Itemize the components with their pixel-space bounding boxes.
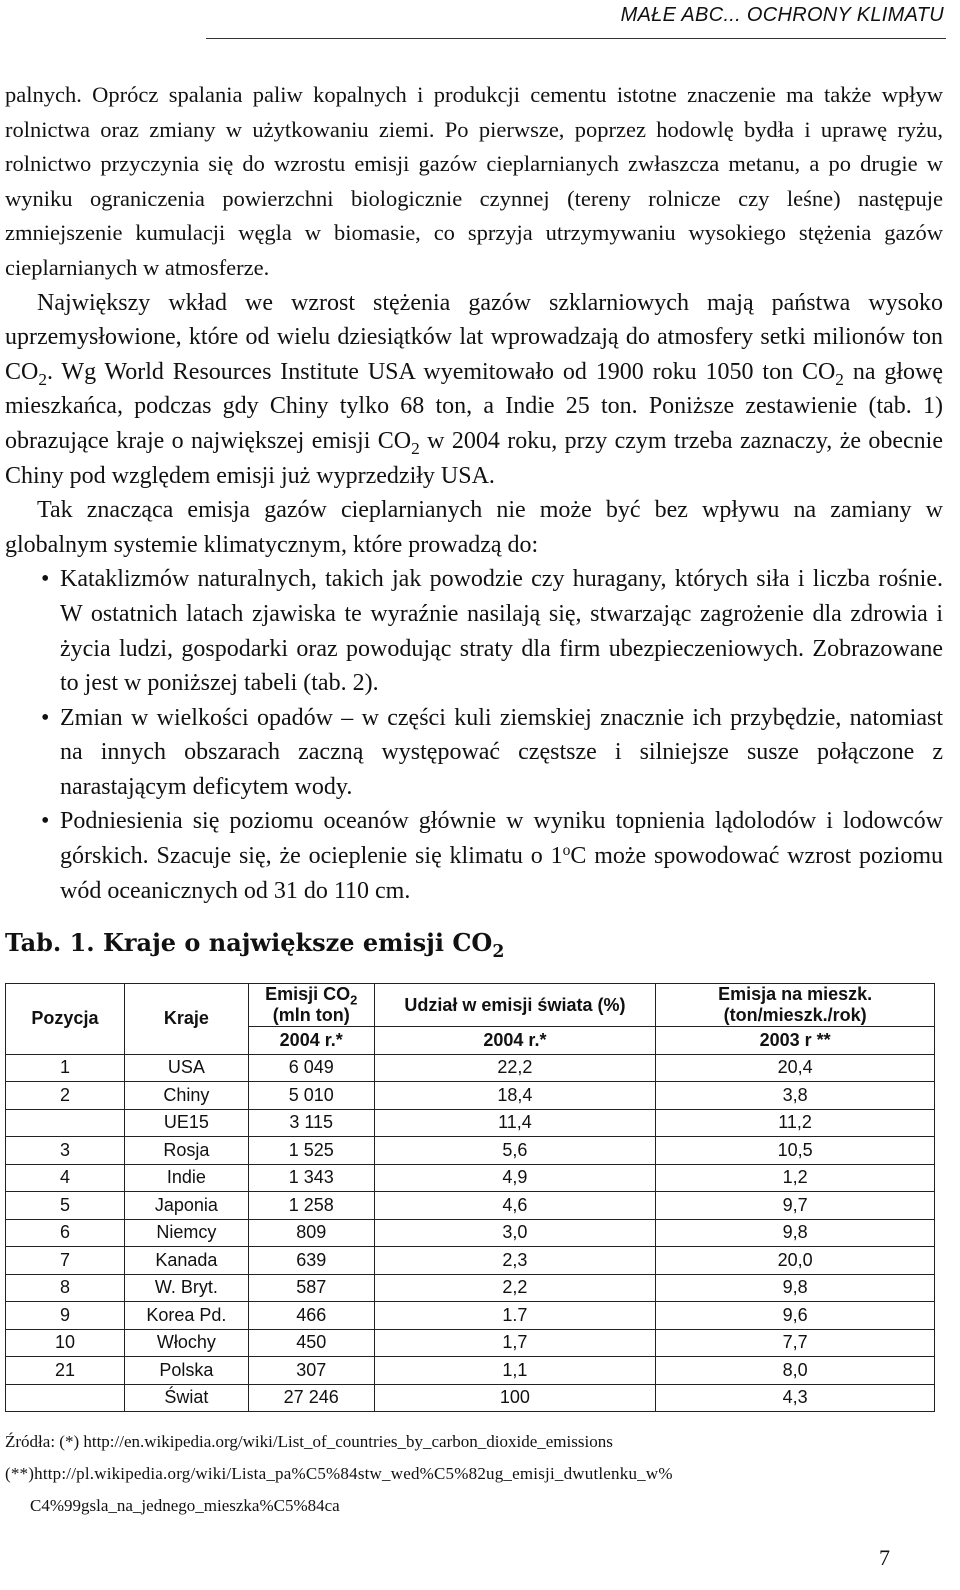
kraje-cell: USA [124, 1054, 248, 1082]
mieszk-cell: 9,6 [656, 1302, 935, 1330]
emisja-cell: 6 049 [248, 1054, 374, 1082]
kraje-cell: Niemcy [124, 1219, 248, 1247]
header-udzial: Udział w emisji świata (%) [374, 984, 656, 1027]
sources [5, 1426, 945, 1522]
table-row [6, 1137, 935, 1165]
mieszk-cell: 10,5 [656, 1137, 935, 1165]
mieszk-cell: 9,8 [656, 1219, 935, 1247]
kraje-cell: Włochy [124, 1329, 248, 1357]
udzial-cell: 4,9 [374, 1164, 656, 1192]
table-row [6, 1109, 935, 1137]
kraje-cell: Polska [124, 1357, 248, 1385]
udzial-cell: 2,2 [374, 1274, 656, 1302]
mieszk-cell: 11,2 [656, 1109, 935, 1137]
emisja-cell: 5 010 [248, 1082, 374, 1110]
header-mieszk: Emisja na mieszk. (ton/mieszk./rok) [656, 984, 935, 1027]
header-year-mieszk: 2003 r ** [656, 1027, 935, 1055]
table-row [6, 1274, 935, 1302]
pozycja-cell: 4 [6, 1164, 125, 1192]
bullet-icon: • [41, 808, 50, 835]
pozycja-cell: 9 [6, 1302, 125, 1330]
paragraph-2: Największy wkład we wzrost stężenia gazów szklarniowych mają państwa wysoko uprzemysłowione, które od wielu dziesiątków lat wprowadzają do atmosfery setki milionów ton $CO_2$. Wg World Resources Institute USA wyemitowało od 1900 roku 1050 ton $CO_2$ na głowę mieszkańca, podczas gdy Chiny tylko 68 ton, a Indie 25 ton. Poniższe zestawienie (tab. 1) obrazujące kraje o największej emisji $CO_2$ w 2004 roku, przy czym trzeba zaznaczy, że obecnie Chiny pod względem emisji już wyprzedziły USA. [5, 289, 944, 489]
udzial-cell: 2,3 [374, 1247, 656, 1275]
header-emisja: Emisji $CO_2$ (mln ton) [248, 984, 374, 1027]
page-number: 7 [879, 1545, 890, 1570]
mieszk-cell: 4,3 [656, 1384, 935, 1412]
pozycja-cell [6, 1384, 125, 1412]
header-year-udzial: 2004 r.* [374, 1027, 656, 1055]
mieszk-cell: 20,4 [656, 1054, 935, 1082]
table-row [6, 1357, 935, 1385]
kraje-cell: Chiny [124, 1082, 248, 1110]
pozycja-cell [6, 1109, 125, 1137]
udzial-cell: 1.7 [374, 1302, 656, 1330]
table-row [6, 1082, 935, 1110]
table-header-row [6, 984, 935, 1027]
pozycja-cell: 21 [6, 1357, 125, 1385]
mieszk-cell: 20,0 [656, 1247, 935, 1275]
mieszk-cell: 7,7 [656, 1329, 935, 1357]
bullet-icon: • [41, 566, 50, 593]
udzial-cell: 18,4 [374, 1082, 656, 1110]
udzial-cell: 4,6 [374, 1192, 656, 1220]
header-kraje: Kraje [124, 984, 248, 1055]
udzial-cell: 3,0 [374, 1219, 656, 1247]
pozycja-cell: 1 [6, 1054, 125, 1082]
pozycja-cell: 3 [6, 1137, 125, 1165]
emisja-cell: 3 115 [248, 1109, 374, 1137]
emisja-cell: 809 [248, 1219, 374, 1247]
table-body [6, 1054, 935, 1412]
mieszk-cell: 9,8 [656, 1274, 935, 1302]
table-row [6, 1247, 935, 1275]
udzial-cell: 100 [374, 1384, 656, 1412]
mieszk-cell: 3,8 [656, 1082, 935, 1110]
kraje-cell: UE15 [124, 1109, 248, 1137]
kraje-cell: Indie [124, 1164, 248, 1192]
paragraph-3: Tak znacząca emisja gazów cieplarnianych nie może być bez wpływu na zamiany w globalnym systemie klimatycznym, które prowadzą do: [5, 497, 943, 558]
table-row [6, 1384, 935, 1412]
article-body [5, 78, 943, 908]
emisja-cell: 307 [248, 1357, 374, 1385]
table-row [6, 1164, 935, 1192]
emisja-cell: 639 [248, 1247, 374, 1275]
udzial-cell: 11,4 [374, 1109, 656, 1137]
running-header [206, 0, 946, 39]
pozycja-cell: 7 [6, 1247, 125, 1275]
mieszk-cell: 1,2 [656, 1164, 935, 1192]
emisja-cell: 1 343 [248, 1164, 374, 1192]
pozycja-cell: 5 [6, 1192, 125, 1220]
list-item: • Zmian w wielkości opadów – w części kuli ziemskiej znacznie ich przybędzie, natomiast na innych obszarach zaczną występować częstsze i silniejsze susze połączone z narastającym deficytem wody. [5, 701, 943, 805]
udzial-cell: 5,6 [374, 1137, 656, 1165]
kraje-cell: Świat [124, 1384, 248, 1412]
emisja-cell: 1 525 [248, 1137, 374, 1165]
pozycja-cell: 6 [6, 1219, 125, 1247]
source-line-3: C4%99gsla_na_jednego_mieszka%C5%84ca [30, 1496, 340, 1515]
table-row [6, 1219, 935, 1247]
emisja-cell: 450 [248, 1329, 374, 1357]
table-row [6, 1054, 935, 1082]
udzial-cell: 22,2 [374, 1054, 656, 1082]
bullet-icon: • [41, 704, 50, 731]
kraje-cell: W. Bryt. [124, 1274, 248, 1302]
table-row [6, 1329, 935, 1357]
list-item: • Podniesienia się poziomu oceanów głównie w wyniku topnienia lądolodów i lodowców górskich. Szacuje się, że ocieplenie się klimatu o 1$^o$C może spowodować wzrost poziomu wód oceanicznych od 31 do 110 cm. [5, 804, 943, 908]
table-row [6, 1192, 935, 1220]
kraje-cell: Japonia [124, 1192, 248, 1220]
pozycja-cell: 10 [6, 1329, 125, 1357]
table-row [6, 1302, 935, 1330]
consequences-list [5, 562, 943, 908]
source-line-1: Źródła: (*) http://en.wikipedia.org/wiki/List_of_countries_by_carbon_dioxide_emissions [5, 1432, 613, 1451]
emisja-cell: 587 [248, 1274, 374, 1302]
emisja-cell: 27 246 [248, 1384, 374, 1412]
kraje-cell: Kanada [124, 1247, 248, 1275]
emisja-cell: 1 258 [248, 1192, 374, 1220]
emisja-cell: 466 [248, 1302, 374, 1330]
paragraph-1: palnych. Oprócz spalania paliw kopalnych i produkcji cementu istotne znaczenie ma także wpływ rolnictwa oraz zmiany w użytkowaniu ziemi. Po pierwsze, poprzez hodowlę bydła i uprawę ryżu, rolnictwo przyczynia się do wzrostu emisji gazów cieplarnianych zwłaszcza metanu, a po drugie w wyniku ograniczenia powierzchni biologicznie czynnej (tereny rolnicze czy leśne) następuje zmniejszenie kumulacji węgla w biomasie, co sprzyja utrzymywaniu wysokiego stężenia gazów cieplarnianych w atmosferze. [5, 82, 943, 280]
mieszk-cell: 9,7 [656, 1192, 935, 1220]
source-line-2: (**)http://pl.wikipedia.org/wiki/Lista_pa%C5%84stw_wed%C5%82ug_emisji_dwutlenku_w% [5, 1464, 673, 1483]
list-item: • Kataklizmów naturalnych, takich jak powodzie czy huragany, których siła i liczba rośnie. W ostatnich latach zjawiska te wyraźnie nasilają się, stwarzając zagrożenie dla zdrowia i życia ludzi, gospodarki oraz powodując straty dla firm ubezpieczeniowych. Zobrazowane to jest w poniższej tabeli (tab. 2). [5, 562, 943, 700]
udzial-cell: 1,7 [374, 1329, 656, 1357]
header-pozycja: Pozycja [6, 984, 125, 1055]
emissions-table [5, 983, 935, 1412]
kraje-cell: Rosja [124, 1137, 248, 1165]
mieszk-cell: 8,0 [656, 1357, 935, 1385]
pozycja-cell: 2 [6, 1082, 125, 1110]
running-title: MAŁE ABC... OCHRONY KLIMATU [620, 4, 944, 26]
pozycja-cell: 8 [6, 1274, 125, 1302]
table-title: Tab. 1. Kraje o największe emisji $CO_2$ [5, 928, 505, 963]
kraje-cell: Korea Pd. [124, 1302, 248, 1330]
header-year-emisja: 2004 r.* [248, 1027, 374, 1055]
udzial-cell: 1,1 [374, 1357, 656, 1385]
